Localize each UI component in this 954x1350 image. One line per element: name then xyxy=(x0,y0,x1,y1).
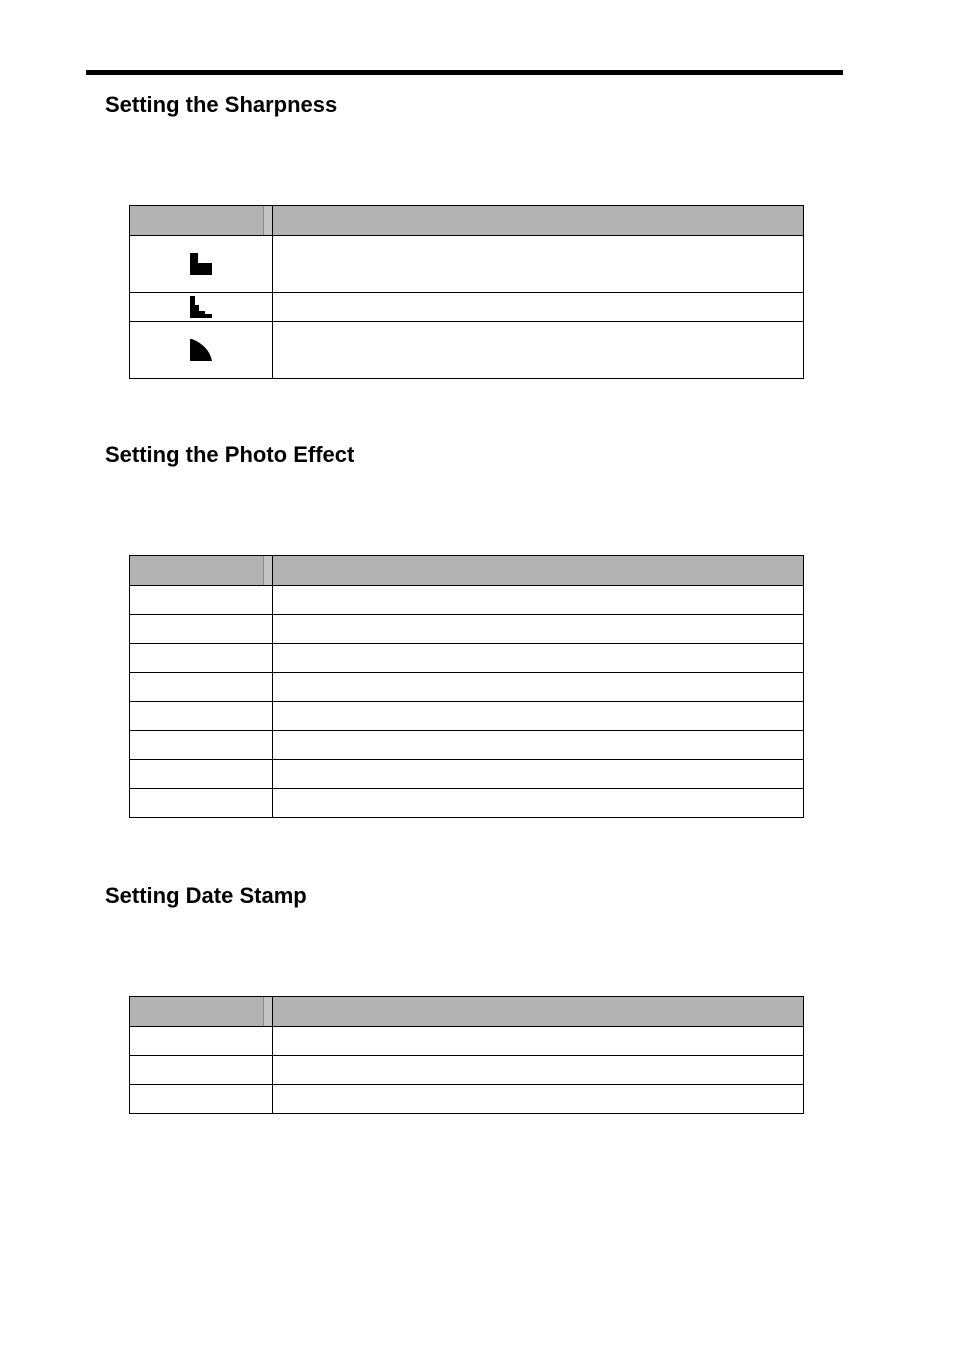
table-row xyxy=(130,1027,804,1056)
table-cell-option xyxy=(130,789,273,818)
section-title-photo-effect: Setting the Photo Effect xyxy=(105,442,355,467)
table-row xyxy=(130,760,804,789)
table-header-row xyxy=(130,997,804,1027)
table-row xyxy=(130,293,804,322)
sharpness-normal-icon xyxy=(189,295,213,319)
table-row xyxy=(130,644,804,673)
table-cell-description xyxy=(273,322,804,379)
date-stamp-table xyxy=(129,996,804,1114)
photo-effect-table xyxy=(129,555,804,818)
sharpness-table xyxy=(129,205,804,379)
table-cell-icon xyxy=(130,293,273,322)
table-cell-option xyxy=(130,1056,273,1085)
table-header-cell xyxy=(130,206,273,236)
table-row xyxy=(130,586,804,615)
table-cell-description xyxy=(273,644,804,673)
table-cell-description xyxy=(273,731,804,760)
sharpness-soft-icon xyxy=(189,338,213,362)
table-cell-option xyxy=(130,673,273,702)
table-header-cell xyxy=(273,556,804,586)
table-cell-description xyxy=(273,586,804,615)
table-header-cell xyxy=(130,997,273,1027)
table-cell-option xyxy=(130,644,273,673)
table-header-row xyxy=(130,556,804,586)
table-cell-description xyxy=(273,1085,804,1114)
table-header-cell xyxy=(273,206,804,236)
table-cell-description xyxy=(273,236,804,293)
table-cell-description xyxy=(273,760,804,789)
table-cell-option xyxy=(130,586,273,615)
table-cell-option xyxy=(130,731,273,760)
table-header-row xyxy=(130,206,804,236)
table-row xyxy=(130,702,804,731)
section-title-date-stamp: Setting Date Stamp xyxy=(105,883,307,908)
table-header-cell xyxy=(273,997,804,1027)
table-row xyxy=(130,1056,804,1085)
table-cell-description xyxy=(273,615,804,644)
table-row xyxy=(130,322,804,379)
table-cell-icon xyxy=(130,236,273,293)
table-row xyxy=(130,789,804,818)
table-cell-option xyxy=(130,760,273,789)
table-cell-description xyxy=(273,702,804,731)
top-rule xyxy=(86,70,843,75)
table-row xyxy=(130,673,804,702)
table-cell-option xyxy=(130,1085,273,1114)
table-row xyxy=(130,1085,804,1114)
table-row xyxy=(130,236,804,293)
table-cell-option xyxy=(130,615,273,644)
table-cell-description xyxy=(273,1027,804,1056)
table-cell-option xyxy=(130,1027,273,1056)
table-cell-description xyxy=(273,1056,804,1085)
section-title-sharpness: Setting the Sharpness xyxy=(105,92,338,117)
table-cell-description xyxy=(273,789,804,818)
table-cell-option xyxy=(130,702,273,731)
table-cell-description xyxy=(273,673,804,702)
table-header-cell xyxy=(130,556,273,586)
table-row xyxy=(130,615,804,644)
sharpness-hard-icon xyxy=(189,252,213,276)
table-row xyxy=(130,731,804,760)
table-cell-description xyxy=(273,293,804,322)
table-cell-icon xyxy=(130,322,273,379)
